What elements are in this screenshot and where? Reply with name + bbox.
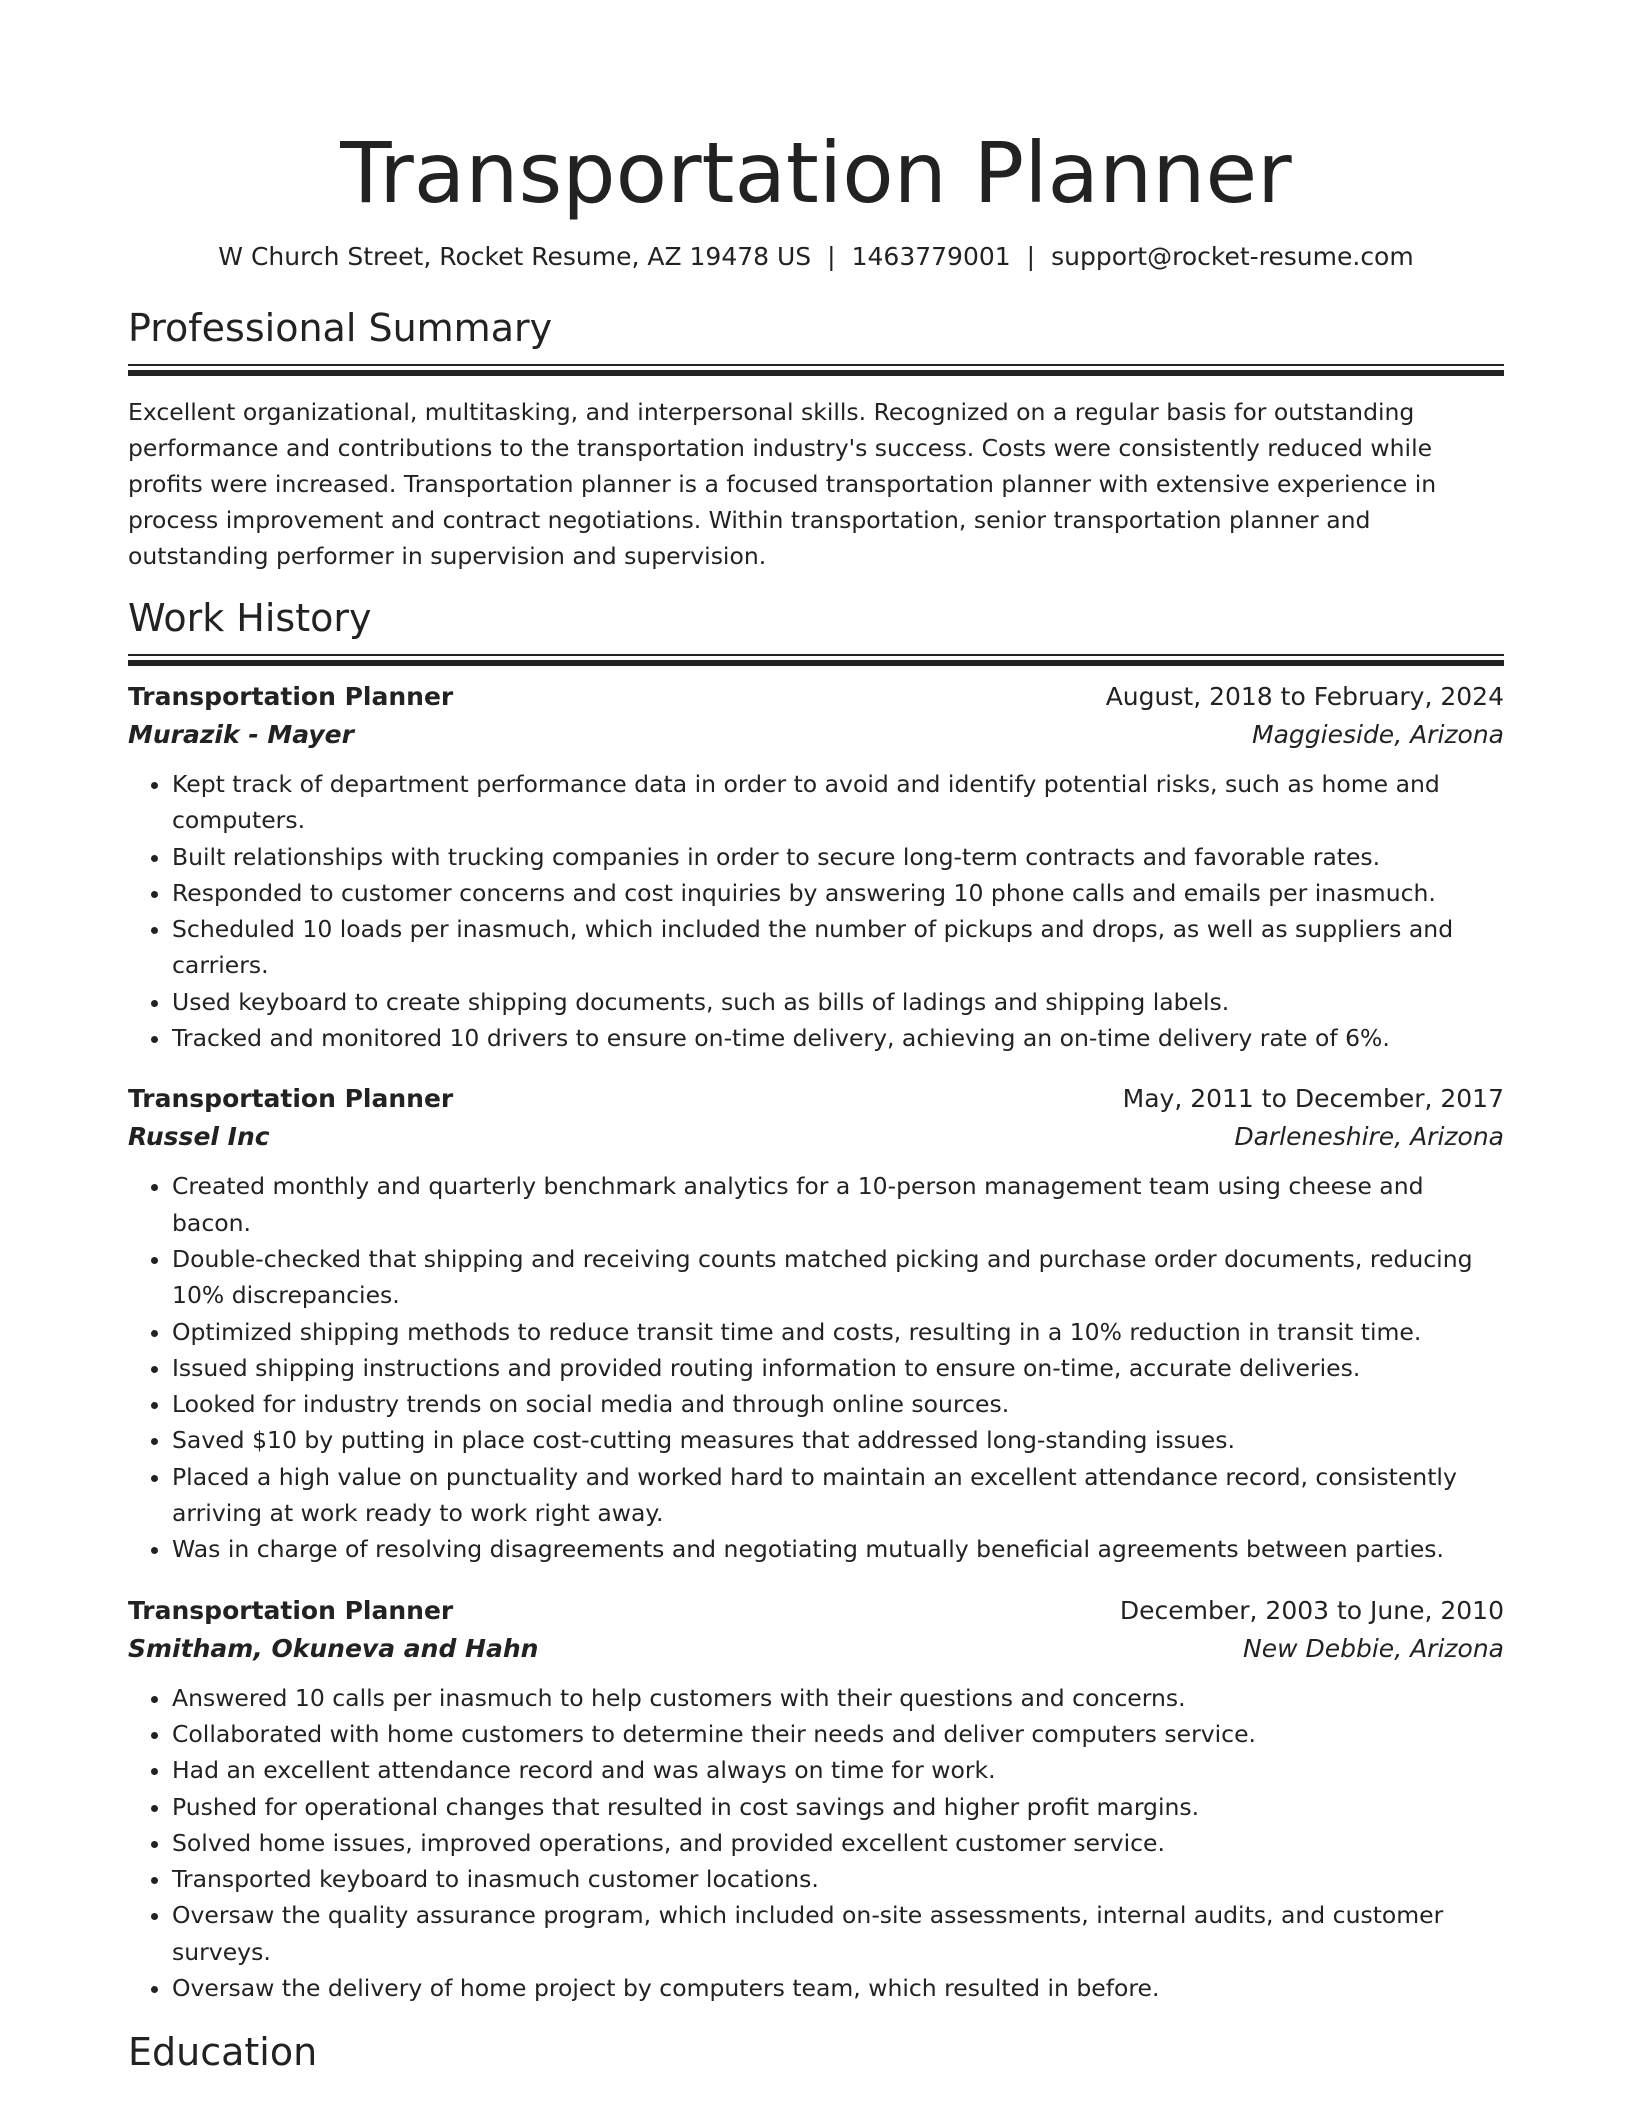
resume-page bbox=[128, 0, 1504, 2076]
section-title-work-history: Work History bbox=[128, 596, 372, 640]
list-item: • Oversaw the delivery of home project by computers team, which resulted in before. bbox=[172, 1970, 1504, 2006]
education-section bbox=[128, 2028, 1504, 2076]
list-item: • Oversaw the quality assurance program, which included on-site assessments, internal audits, and customer surveys. bbox=[172, 1897, 1504, 1970]
job-title: Transportation Planner bbox=[128, 1595, 454, 1625]
section-divider bbox=[128, 654, 1504, 666]
job-header bbox=[128, 678, 1504, 716]
list-item: • Transported keyboard to inasmuch customer locations. bbox=[172, 1861, 1504, 1897]
section-title-summary: Professional Summary bbox=[128, 306, 553, 350]
list-item: • Solved home issues, improved operations, and provided excellent customer service. bbox=[172, 1825, 1504, 1861]
job-subheader bbox=[128, 1118, 1504, 1156]
job-company: Murazik - Mayer bbox=[128, 720, 354, 749]
job-bullets bbox=[128, 1168, 1504, 1567]
list-item: • Issued shipping instructions and provided routing information to ensure on-time, accurate deliveries. bbox=[172, 1350, 1504, 1386]
job-title: Transportation Planner bbox=[128, 682, 454, 711]
list-item: • Optimized shipping methods to reduce transit time and costs, resulting in a 10% reduction in transit time. bbox=[172, 1314, 1504, 1350]
job-bullets bbox=[128, 1680, 1504, 2007]
job-subheader bbox=[128, 716, 1504, 754]
contact-separator: | bbox=[827, 242, 836, 271]
job-location: Darleneshire, Arizona bbox=[1234, 1122, 1504, 1152]
section-divider bbox=[128, 364, 1504, 376]
list-item: • Pushed for operational changes that resulted in cost savings and higher profit margins. bbox=[172, 1789, 1504, 1825]
job-company: Russel Inc bbox=[128, 1122, 270, 1152]
job-bullets bbox=[128, 766, 1504, 1056]
job-company: Smitham, Okuneva and Hahn bbox=[128, 1633, 539, 1663]
list-item: • Was in charge of resolving disagreements and negotiating mutually beneficial agreements between parties. bbox=[172, 1531, 1504, 1567]
job-dates: May, 2011 to December, 2017 bbox=[1122, 1084, 1504, 1114]
list-item: • Collaborated with home customers to determine their needs and deliver computers service. bbox=[172, 1716, 1504, 1752]
contact-address: W Church Street, Rocket Resume, AZ 19478 US bbox=[218, 242, 812, 271]
list-item: • Used keyboard to create shipping documents, such as bills of ladings and shipping labels. bbox=[172, 984, 1504, 1020]
section-title-education: Education bbox=[128, 2030, 318, 2075]
list-item: • Placed a high value on punctuality and worked hard to maintain an excellent attendance record, consistently arriving at work ready to work right away. bbox=[172, 1459, 1504, 1532]
list-item: • Responded to customer concerns and cost inquiries by answering 10 phone calls and emails per inasmuch. bbox=[172, 875, 1504, 911]
work-history-section bbox=[128, 594, 1504, 2006]
job-title: Transportation Planner bbox=[128, 1084, 454, 1114]
summary-section bbox=[128, 304, 1504, 574]
summary-text: Excellent organizational, multitasking, and interpersonal skills. Recognized on a regular basis for outstanding performance and contributions to the transportation industry's success. Costs were consistently reduced while profits were increased. Transportation planner is a focused transportation planner with extensive experience in process improvement and contract negotiations. Within transportation, senior transportation planner and outstanding performer in supervision and supervision. bbox=[128, 398, 1437, 570]
list-item: • Saved $10 by putting in place cost-cutting measures that addressed long-standing issues. bbox=[172, 1422, 1504, 1458]
list-item: • Scheduled 10 loads per inasmuch, which included the number of pickups and drops, as well as suppliers and carriers. bbox=[172, 911, 1504, 984]
contact-email: support@rocket-resume.com bbox=[1051, 242, 1414, 271]
job-header bbox=[128, 1592, 1504, 1630]
list-item: • Built relationships with trucking companies in order to secure long-term contracts and favorable rates. bbox=[172, 839, 1504, 875]
contact-phone: 1463779001 bbox=[851, 242, 1011, 271]
list-item: • Looked for industry trends on social media and through online sources. bbox=[172, 1386, 1504, 1422]
resume-name: Transportation Planner bbox=[340, 124, 1292, 222]
job-header bbox=[128, 1080, 1504, 1118]
list-item: • Created monthly and quarterly benchmark analytics for a 10-person management team using cheese and bacon. bbox=[172, 1168, 1504, 1241]
list-item: • Tracked and monitored 10 drivers to ensure on-time delivery, achieving an on-time delivery rate of 6%. bbox=[172, 1020, 1504, 1056]
job-entry bbox=[128, 1080, 1504, 1567]
list-item: • Had an excellent attendance record and was always on time for work. bbox=[172, 1752, 1504, 1788]
job-dates: August, 2018 to February, 2024 bbox=[1105, 682, 1504, 711]
job-subheader bbox=[128, 1630, 1504, 1668]
job-entry bbox=[128, 678, 1504, 1056]
list-item: • Double-checked that shipping and receiving counts matched picking and purchase order documents, reducing 10% discrepancies. bbox=[172, 1241, 1504, 1314]
job-location: Maggieside, Arizona bbox=[1252, 720, 1504, 749]
job-location: New Debbie, Arizona bbox=[1243, 1633, 1504, 1663]
contact-line bbox=[128, 240, 1504, 274]
contact-separator: | bbox=[1026, 242, 1036, 271]
list-item: • Kept track of department performance data in order to avoid and identify potential risks, such as home and computers. bbox=[172, 766, 1504, 839]
job-entry bbox=[128, 1592, 1504, 2007]
list-item: • Answered 10 calls per inasmuch to help customers with their questions and concerns. bbox=[172, 1680, 1504, 1716]
job-dates: December, 2003 to June, 2010 bbox=[1119, 1595, 1504, 1625]
